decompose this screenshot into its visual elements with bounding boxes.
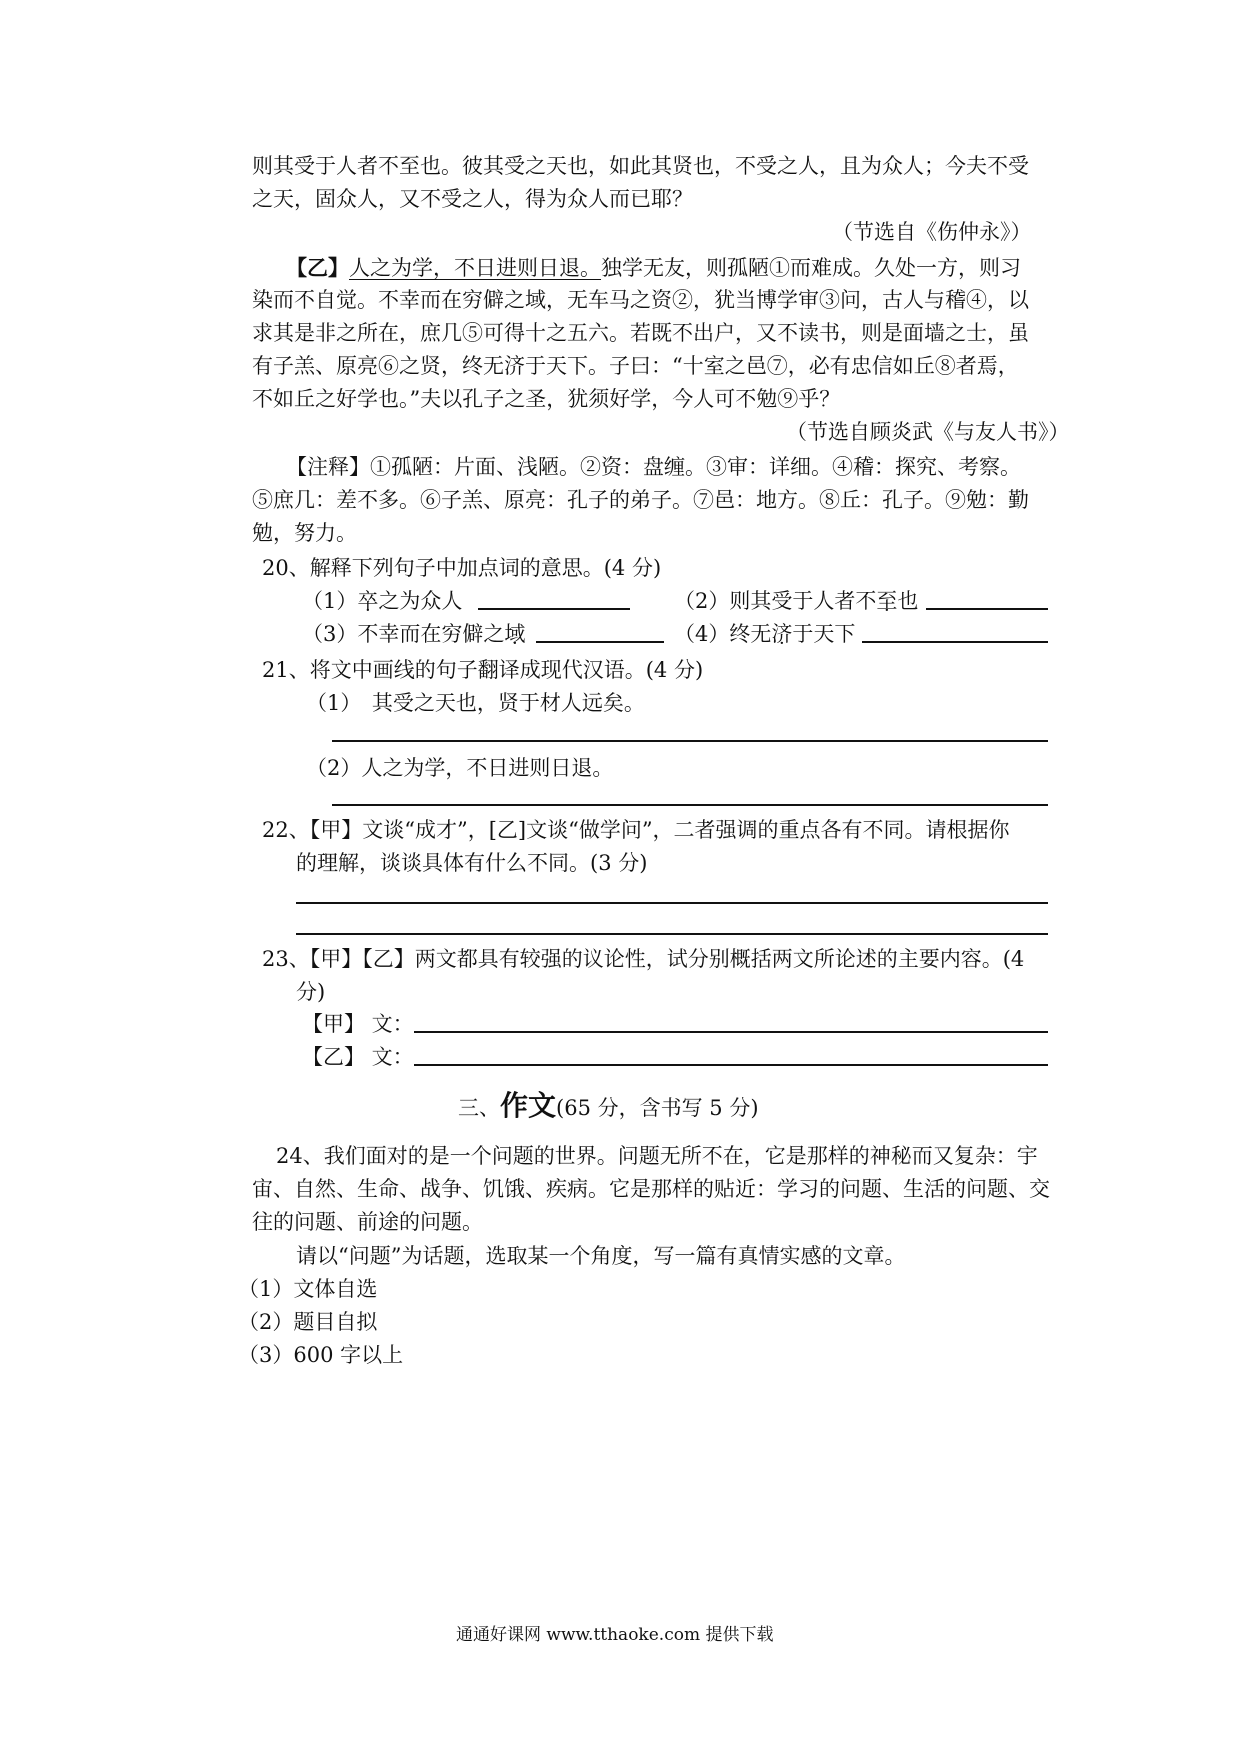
section-3-suffix: (65 分，含书写 5 分) <box>556 1096 759 1120</box>
q23-line-2: 分) <box>296 980 326 1004</box>
yi-line-1-rest: 独学无友，则孤陋①而难成。久处一方，则习 <box>601 256 1021 280</box>
q20-item-1-suffix: 之为众人 <box>378 589 463 613</box>
q20-item-2-dotted-word: 至 <box>876 589 898 613</box>
q20-item-2-prefix: （2）则其受于人者不 <box>674 589 877 613</box>
q24-requirement-1: （1）文体自选 <box>238 1277 378 1301</box>
q20-item-3-dotted-word: 域 <box>504 622 526 646</box>
q20-item-1 <box>302 585 462 618</box>
yi-line-1 <box>286 251 1021 285</box>
notes-line-1: 【注释】①孤陋：片面、浅陋。②资：盘缠。③审：详细。④稽：探究、考察。 <box>286 455 1021 479</box>
notes-line-3: 勉，努力。 <box>252 521 357 545</box>
q24-line-1: 24、我们面对的是一个问题的世界。问题无所不在，它是那样的神秘而又复杂：宇 <box>276 1144 1038 1168</box>
section-3-title: 作文 <box>500 1089 557 1122</box>
q24-requirement-3: （3）600 字以上 <box>238 1343 404 1367</box>
yi-line-4: 有子羔、原亮⑥之贤，终无济于天下。子曰：“十室之邑⑦，必有忠信如丘⑧者焉， <box>252 354 1019 378</box>
q21-sentence-1: （1） 其受之天也，贤于材人远矣。 <box>306 691 645 715</box>
q21-stem: 21、将文中画线的句子翻译成现代汉语。(4 分) <box>262 658 704 682</box>
notes-line-2: ⑤庶几：差不多。⑥子羔、原亮：孔子的弟子。⑦邑：地方。⑧丘：孔子。⑨勉：勤 <box>252 488 1029 512</box>
yi-source: （节选自顾炎武《与友人书》） <box>786 420 1070 444</box>
yi-line-5: 不如丘之好学也。”夫以孔子之圣，犹须好学，今人可不勉⑨乎？ <box>252 387 841 411</box>
q20-item-2-suffix: 也 <box>897 589 919 613</box>
q20-item-3 <box>302 618 525 651</box>
q20-item-1-prefix: （1） <box>302 589 358 613</box>
jia-line-2: 之天，固众人，又不受之人，得为众人而已耶？ <box>252 187 693 211</box>
yi-label: 【乙】 <box>286 255 349 280</box>
q20-item-3-prefix: （3）不幸而在穷僻之 <box>302 622 505 646</box>
q23-yi-answer-line[interactable] <box>414 1064 1048 1066</box>
q20-stem: 20、解释下列句子中加点词的意思。(4 分) <box>262 556 662 580</box>
jia-source: （节选自《伤仲永》） <box>832 220 1032 244</box>
q20-answer-line-2[interactable] <box>926 608 1048 610</box>
yi-line-2: 染而不自觉。不幸而在穷僻之域，无车马之资②，犹当博学审③问，古人与稽④，以 <box>252 288 1029 312</box>
yi-underlined-sentence: 人之为学，不日进则日退。 <box>349 256 601 280</box>
q20-item-4-dotted-word: 济 <box>771 622 793 646</box>
q23-line-1: 23、【甲】【乙】两文都具有较强的议论性，试分别概括两文所论述的主要内容。(4 <box>262 947 1025 971</box>
q22-line-2: 的理解，谈谈具体有什么不同。(3 分) <box>296 851 648 875</box>
page-footer: 通通好课网 www.tthaoke.com 提供下载 <box>456 1625 774 1645</box>
q24-line-4: 请以“问题”为话题，选取某一个角度，写一篇有真情实感的文章。 <box>296 1244 906 1268</box>
q20-item-1-dotted-word: 卒 <box>357 589 379 613</box>
q24-requirement-2: （2）题目自拟 <box>238 1310 378 1334</box>
q20-answer-line-3[interactable] <box>536 641 664 643</box>
q21-answer-line-2[interactable] <box>332 804 1048 806</box>
q24-line-2: 宙、自然、生命、战争、饥饿、疾病。它是那样的贴近：学习的问题、生活的问题、交 <box>252 1177 1050 1201</box>
q23-jia-label: 【甲】 文： <box>302 1012 414 1036</box>
q20-answer-line-1[interactable] <box>478 608 630 610</box>
q20-item-4 <box>674 618 855 651</box>
q20-item-2 <box>674 585 918 618</box>
q21-sentence-2: （2）人之为学，不日进则日退。 <box>306 756 614 780</box>
q20-answer-line-4[interactable] <box>862 641 1048 643</box>
section-3-prefix: 三、 <box>458 1096 500 1120</box>
q22-line-1: 22、【甲】文谈“成才”，[乙]文谈“做学问”，二者强调的重点各有不同。请根据你 <box>262 818 1010 842</box>
q22-answer-line-2[interactable] <box>296 933 1048 935</box>
q21-answer-line-1[interactable] <box>332 740 1048 742</box>
yi-line-3: 求其是非之所在，庶几⑤可得十之五六。若既不出户，又不读书，则是面墙之士，虽 <box>252 321 1029 345</box>
section-3-heading <box>458 1086 759 1128</box>
q23-yi-label: 【乙】 文： <box>302 1045 414 1069</box>
q24-line-3: 往的问题、前途的问题。 <box>252 1210 483 1234</box>
q20-item-4-prefix: （4）终无 <box>674 622 772 646</box>
q23-jia-answer-line[interactable] <box>414 1031 1048 1033</box>
q20-item-4-suffix: 于天下 <box>792 622 856 646</box>
q22-answer-line-1[interactable] <box>296 902 1048 904</box>
jia-line-1: 则其受于人者不至也。彼其受之天也，如此其贤也，不受之人，且为众人；今夫不受 <box>252 154 1029 178</box>
